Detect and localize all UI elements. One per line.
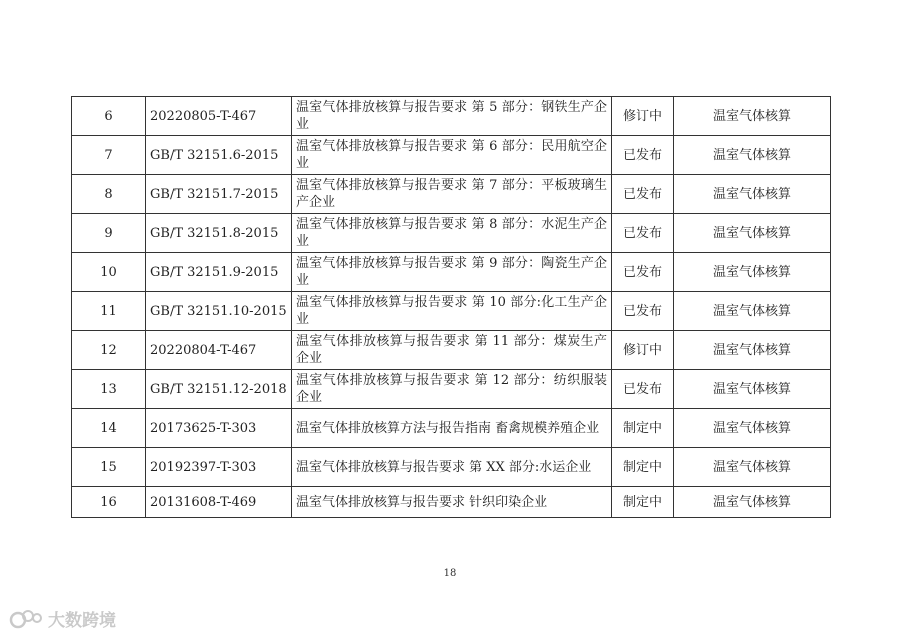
- row-number-cell: 6: [72, 97, 146, 136]
- status-cell: 制定中: [612, 487, 674, 518]
- page-number: 18: [443, 568, 457, 579]
- standard-title-cell: 温室气体排放核算方法与报告指南 畜禽规模养殖企业: [292, 409, 612, 448]
- standard-code-cell: 20220804-T-467: [146, 331, 292, 370]
- category-cell: 温室气体核算: [674, 175, 831, 214]
- table-row: [72, 448, 831, 487]
- watermark: [8, 606, 116, 631]
- row-number-cell: 9: [72, 214, 146, 253]
- table-row: [72, 136, 831, 175]
- standards-table: [71, 96, 831, 518]
- category-cell: 温室气体核算: [674, 409, 831, 448]
- standard-code-cell: GB/T 32151.7-2015: [146, 175, 292, 214]
- standard-code-cell: GB/T 32151.12-2018: [146, 370, 292, 409]
- table-row: [72, 253, 831, 292]
- table-row: [72, 331, 831, 370]
- standard-code-cell: 20173625-T-303: [146, 409, 292, 448]
- category-cell: 温室气体核算: [674, 292, 831, 331]
- standard-title-cell: 温室气体排放核算与报告要求 第 10 部分:化工生产企业: [292, 292, 612, 331]
- category-cell: 温室气体核算: [674, 448, 831, 487]
- row-number-cell: 8: [72, 175, 146, 214]
- standard-title-cell: 温室气体排放核算与报告要求 第 12 部分：纺织服装企业: [292, 370, 612, 409]
- row-number-cell: 7: [72, 136, 146, 175]
- watermark-logo-icon: [8, 608, 44, 630]
- standard-title-cell: 温室气体排放核算与报告要求 第 6 部分：民用航空企业: [292, 136, 612, 175]
- standard-title-cell: 温室气体排放核算与报告要求 第 XX 部分:水运企业: [292, 448, 612, 487]
- category-cell: 温室气体核算: [674, 136, 831, 175]
- status-cell: 已发布: [612, 214, 674, 253]
- standard-code-cell: 20192397-T-303: [146, 448, 292, 487]
- status-cell: 制定中: [612, 448, 674, 487]
- status-cell: 已发布: [612, 253, 674, 292]
- standard-code-cell: GB/T 32151.6-2015: [146, 136, 292, 175]
- standard-title-cell: 温室气体排放核算与报告要求 第 8 部分：水泥生产企业: [292, 214, 612, 253]
- category-cell: 温室气体核算: [674, 370, 831, 409]
- standard-code-cell: 20220805-T-467: [146, 97, 292, 136]
- row-number-cell: 11: [72, 292, 146, 331]
- standard-title-cell: 温室气体排放核算与报告要求 第 5 部分：钢铁生产企业: [292, 97, 612, 136]
- category-cell: 温室气体核算: [674, 253, 831, 292]
- table-row: [72, 97, 831, 136]
- category-cell: 温室气体核算: [674, 331, 831, 370]
- status-cell: 已发布: [612, 292, 674, 331]
- row-number-cell: 12: [72, 331, 146, 370]
- category-cell: 温室气体核算: [674, 214, 831, 253]
- status-cell: 已发布: [612, 175, 674, 214]
- table-row: [72, 292, 831, 331]
- status-cell: 已发布: [612, 370, 674, 409]
- table-row: [72, 175, 831, 214]
- status-cell: 已发布: [612, 136, 674, 175]
- row-number-cell: 14: [72, 409, 146, 448]
- standards-table-body: [72, 97, 831, 518]
- watermark-text: 大数跨境: [48, 611, 116, 631]
- standard-title-cell: 温室气体排放核算与报告要求 第 11 部分：煤炭生产企业: [292, 331, 612, 370]
- standard-title-cell: 温室气体排放核算与报告要求 针织印染企业: [292, 487, 612, 518]
- category-cell: 温室气体核算: [674, 487, 831, 518]
- row-number-cell: 10: [72, 253, 146, 292]
- standard-code-cell: 20131608-T-469: [146, 487, 292, 518]
- standard-code-cell: GB/T 32151.8-2015: [146, 214, 292, 253]
- table-row: [72, 409, 831, 448]
- standard-code-cell: GB/T 32151.10-2015: [146, 292, 292, 331]
- status-cell: 修订中: [612, 331, 674, 370]
- standard-title-cell: 温室气体排放核算与报告要求 第 7 部分：平板玻璃生产企业: [292, 175, 612, 214]
- row-number-cell: 15: [72, 448, 146, 487]
- table-row: [72, 214, 831, 253]
- table-row: [72, 370, 831, 409]
- standard-code-cell: GB/T 32151.9-2015: [146, 253, 292, 292]
- status-cell: 修订中: [612, 97, 674, 136]
- standard-title-cell: 温室气体排放核算与报告要求 第 9 部分：陶瓷生产企业: [292, 253, 612, 292]
- row-number-cell: 13: [72, 370, 146, 409]
- category-cell: 温室气体核算: [674, 97, 831, 136]
- table-row: [72, 487, 831, 518]
- row-number-cell: 16: [72, 487, 146, 518]
- status-cell: 制定中: [612, 409, 674, 448]
